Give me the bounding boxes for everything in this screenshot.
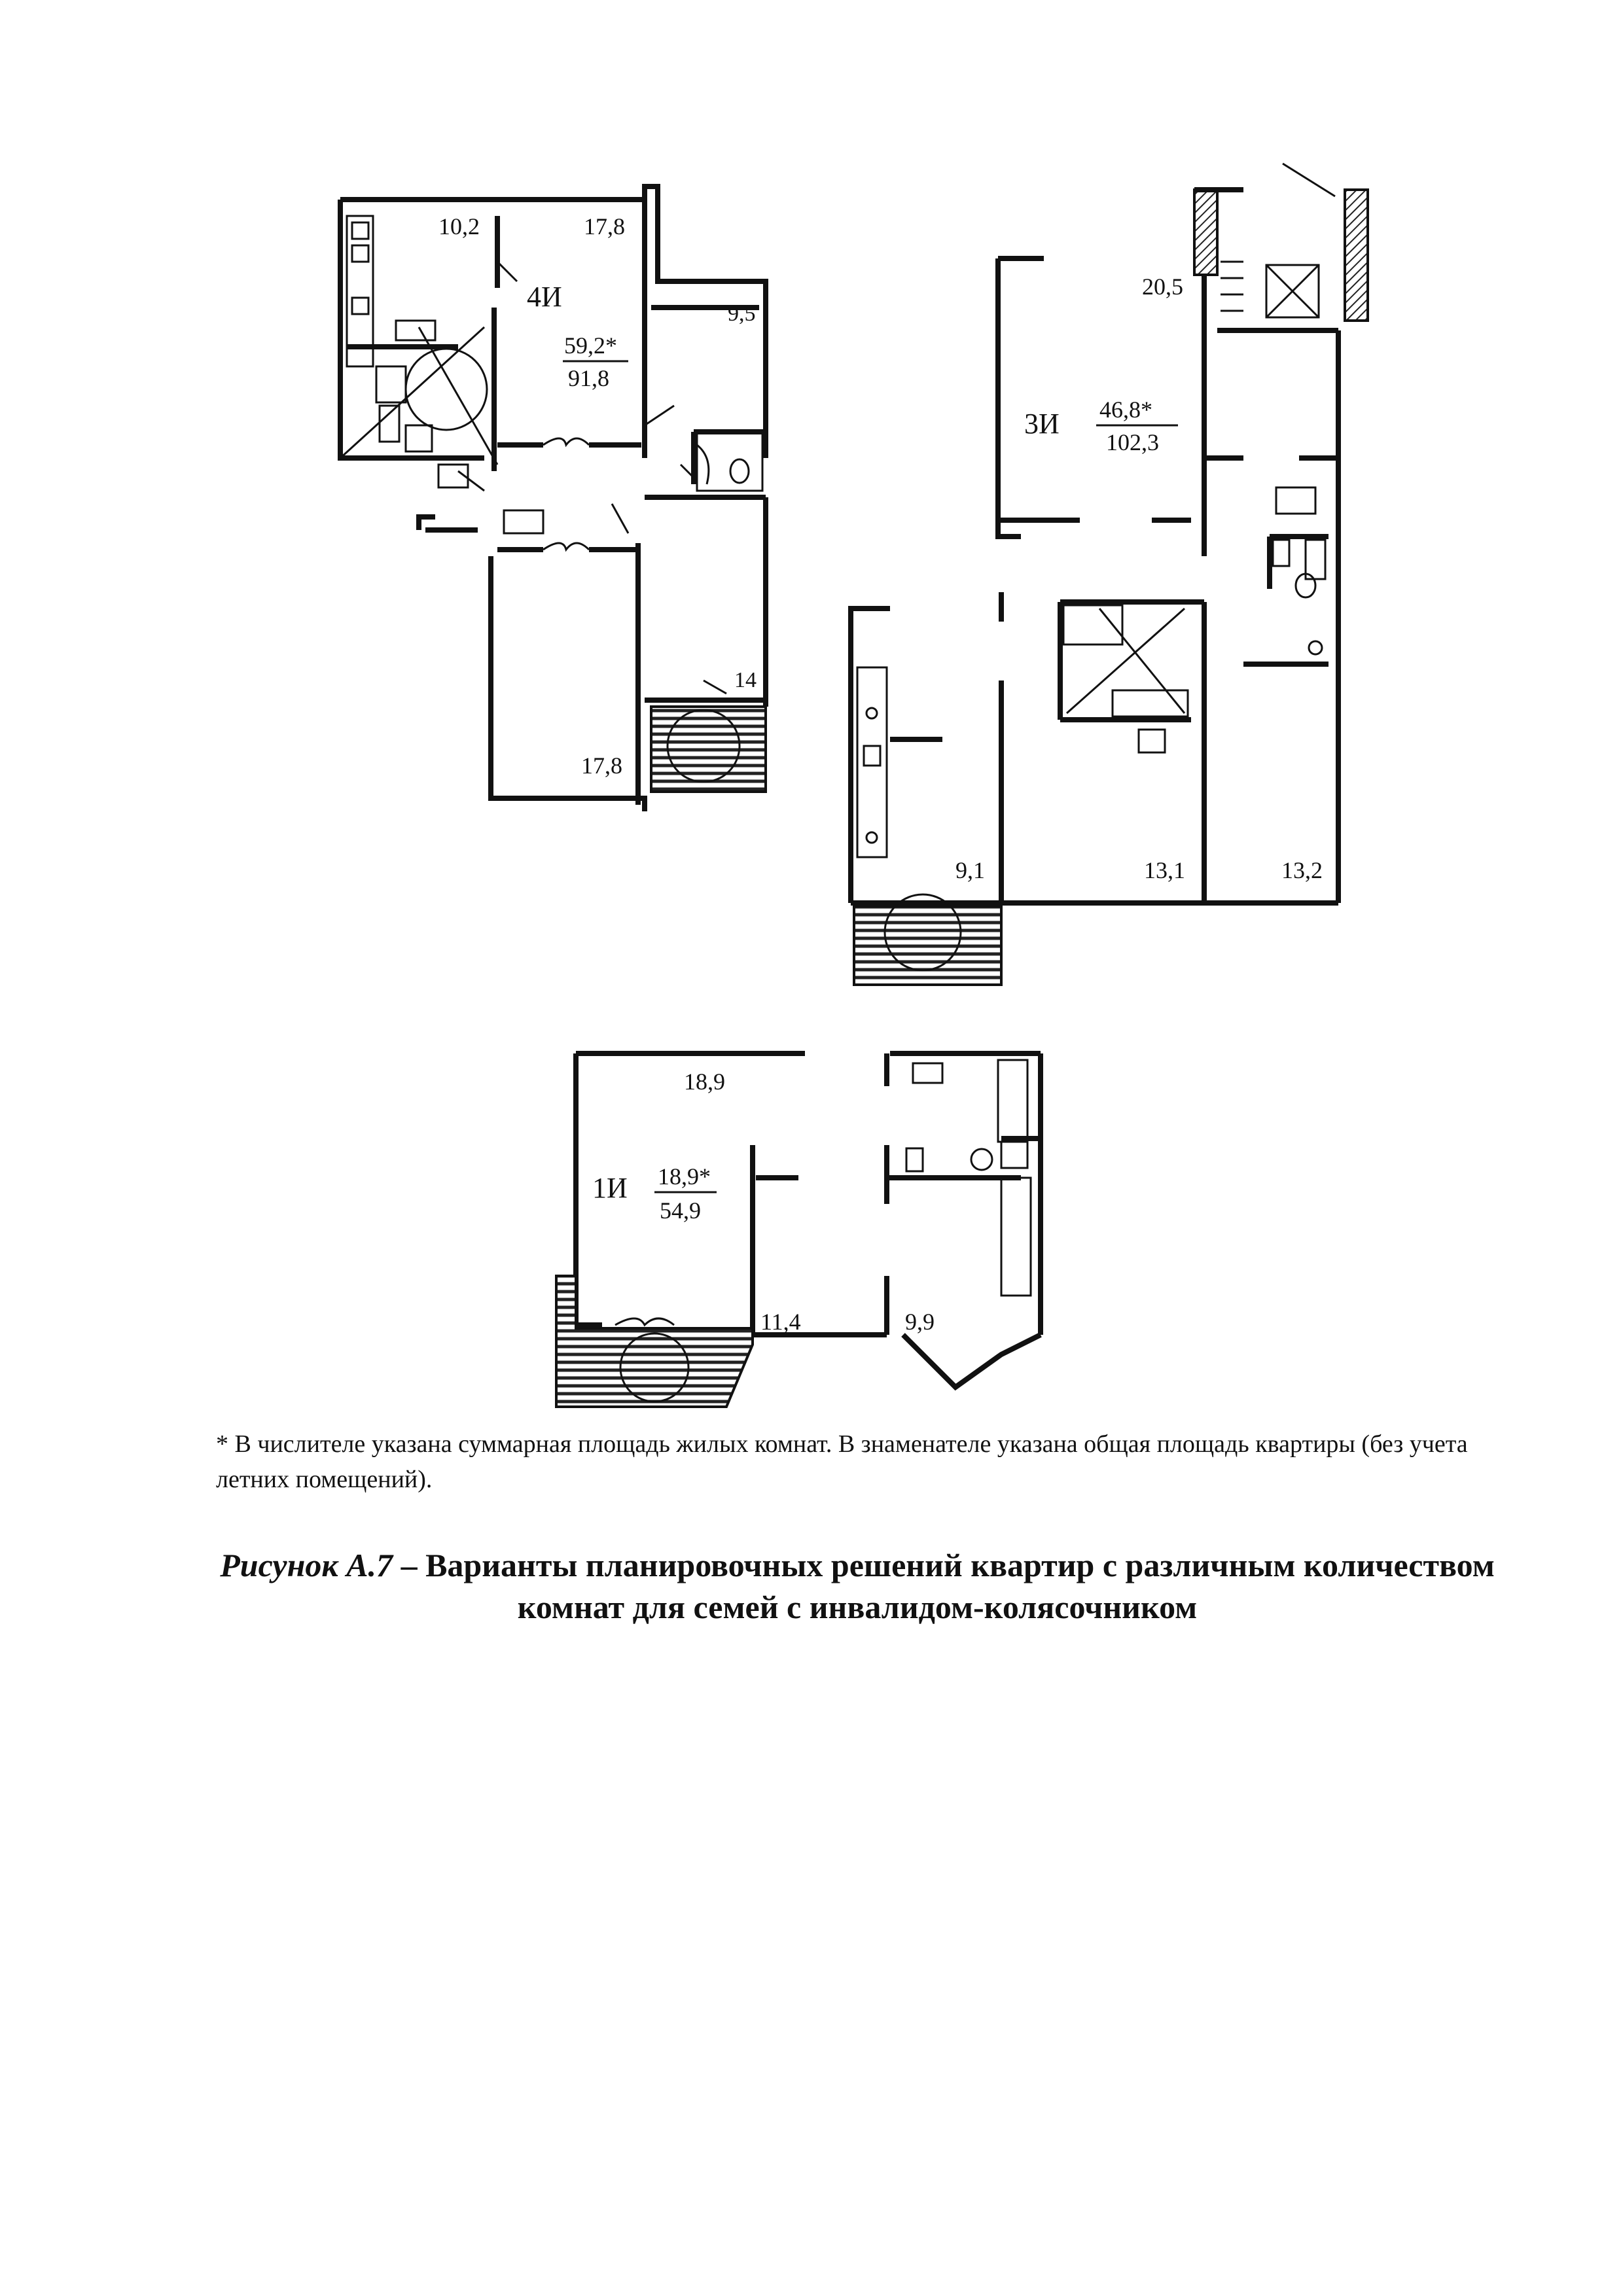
apt4-room-1-area: 10,2 (438, 213, 480, 239)
apt3-living-area: 46,8* (1099, 397, 1152, 423)
plan-4-balcony (651, 707, 766, 792)
figure-dash: – (393, 1547, 426, 1583)
plan-1-labels (592, 1069, 935, 1335)
apt3-room-4-area: 13,2 (1281, 857, 1323, 883)
apt3-room-2-area: 9,1 (955, 857, 985, 883)
apt1-room-1-area: 18,9 (684, 1069, 725, 1095)
apt3-room-1-area: 20,5 (1142, 274, 1183, 300)
plan-3-balcony (854, 894, 1001, 985)
apt1-living-area: 18,9* (658, 1163, 711, 1190)
apt1-room-3-area: 9,9 (905, 1309, 935, 1335)
apt4-living-area: 59,2* (564, 332, 617, 359)
apt3-total-area: 102,3 (1106, 429, 1159, 455)
apt4-room-3-area: 9,5 (728, 302, 756, 326)
apt4-type-label: 4И (527, 281, 562, 313)
figure-label: Рисунок А.7 (220, 1547, 393, 1583)
apt1-room-2-area: 11,4 (760, 1309, 801, 1335)
caption-block (216, 1426, 1499, 1628)
figure-title-text: Варианты планировочных решений квартир с различным количеством комнат для семей с инвалидом-колясочником (425, 1547, 1495, 1625)
figure-caption (216, 1544, 1499, 1628)
area-footnote: * В числителе указана суммарная площадь жилых комнат. В знаменателе указана общая площадь квартиры (без учета летних помещений). (216, 1430, 1468, 1493)
plan-3-fixtures (857, 164, 1335, 857)
apt4-room-5-area: 17,8 (581, 752, 622, 779)
apt3-room-3-area: 13,1 (1144, 857, 1185, 883)
apt3-type-label: 3И (1024, 408, 1060, 440)
plan-1-balcony (556, 1276, 753, 1407)
apt1-type-label: 1И (592, 1172, 628, 1204)
apt1-total-area: 54,9 (660, 1197, 701, 1224)
apt4-total-area: 91,8 (568, 365, 609, 391)
apt4-room-2-area: 17,8 (584, 213, 625, 239)
apt4-room-4-area: 14 (734, 668, 757, 692)
